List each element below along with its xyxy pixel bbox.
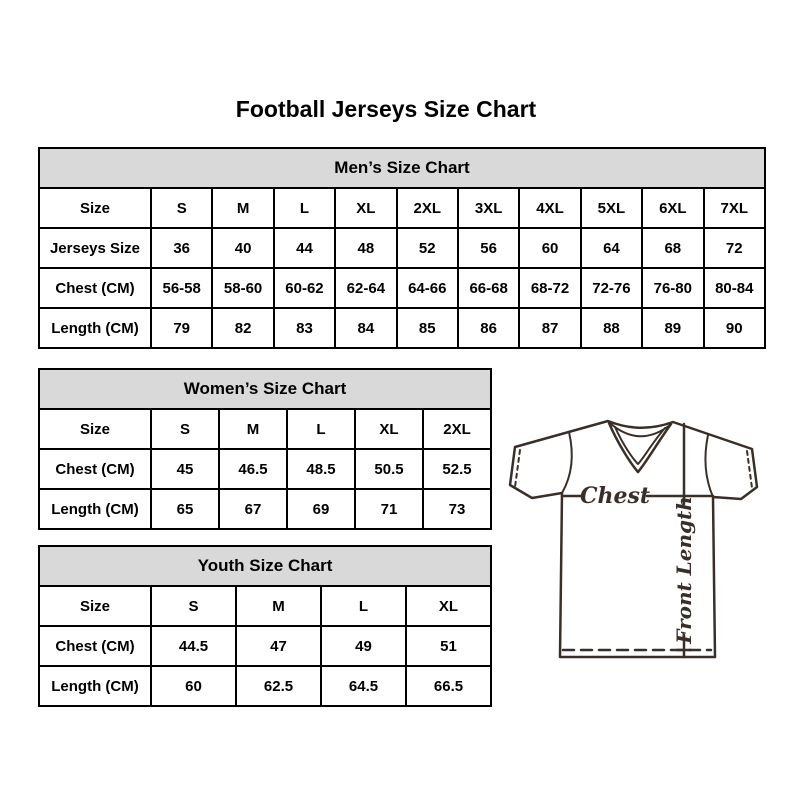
table-cell: 72-76 bbox=[581, 268, 642, 308]
row-label: Size bbox=[39, 586, 151, 626]
mens-size-table bbox=[38, 147, 766, 349]
table-cell: 60 bbox=[151, 666, 236, 706]
table-cell: 62-64 bbox=[335, 268, 396, 308]
chest-label: Chest bbox=[579, 483, 651, 509]
row-label: Size bbox=[39, 188, 151, 228]
table-cell: 47 bbox=[236, 626, 321, 666]
table-cell: M bbox=[212, 188, 273, 228]
row-label: Chest (CM) bbox=[39, 449, 151, 489]
table-cell: 62.5 bbox=[236, 666, 321, 706]
table-cell: S bbox=[151, 409, 219, 449]
table-row bbox=[39, 666, 491, 706]
right-sleeve-seam bbox=[705, 435, 713, 497]
table-cell: 51 bbox=[406, 626, 491, 666]
table-cell: 66-68 bbox=[458, 268, 519, 308]
table-header-row bbox=[39, 369, 491, 409]
table-cell: 60 bbox=[519, 228, 580, 268]
table-cell: 50.5 bbox=[355, 449, 423, 489]
table-cell: 66.5 bbox=[406, 666, 491, 706]
table-cell: 49 bbox=[321, 626, 406, 666]
table-header-row bbox=[39, 148, 765, 188]
table-cell: 88 bbox=[581, 308, 642, 348]
table-cell: 2XL bbox=[397, 188, 458, 228]
table-cell: L bbox=[321, 586, 406, 626]
table-cell: 84 bbox=[335, 308, 396, 348]
table-cell: 83 bbox=[274, 308, 335, 348]
row-label: Length (CM) bbox=[39, 666, 151, 706]
table-cell: 56-58 bbox=[151, 268, 212, 308]
row-label: Size bbox=[39, 409, 151, 449]
table-cell: S bbox=[151, 188, 212, 228]
table-cell: 7XL bbox=[704, 188, 765, 228]
page-title: Football Jerseys Size Chart bbox=[235, 96, 537, 122]
table-cell: 64 bbox=[581, 228, 642, 268]
table-cell: XL bbox=[355, 409, 423, 449]
table-cell: 73 bbox=[423, 489, 491, 529]
jersey-outline-shape bbox=[510, 421, 757, 657]
table-cell: 52.5 bbox=[423, 449, 491, 489]
table-cell: 52 bbox=[397, 228, 458, 268]
womens-table-header: Women’s Size Chart bbox=[39, 369, 491, 409]
table-cell: 44.5 bbox=[151, 626, 236, 666]
table-row bbox=[39, 449, 491, 489]
table-cell: 68 bbox=[642, 228, 703, 268]
table-row bbox=[39, 228, 765, 268]
table-cell: 72 bbox=[704, 228, 765, 268]
table-cell: 45 bbox=[151, 449, 219, 489]
youth-table-header: Youth Size Chart bbox=[39, 546, 491, 586]
table-cell: L bbox=[274, 188, 335, 228]
table-row bbox=[39, 409, 491, 449]
table-cell: 3XL bbox=[458, 188, 519, 228]
table-cell: L bbox=[287, 409, 355, 449]
table-row bbox=[39, 586, 491, 626]
left-cuff-dashed-line bbox=[515, 450, 520, 487]
table-row bbox=[39, 268, 765, 308]
table-row bbox=[39, 308, 765, 348]
table-cell: 58-60 bbox=[212, 268, 273, 308]
row-label: Length (CM) bbox=[39, 308, 151, 348]
womens-size-table bbox=[38, 368, 492, 530]
table-cell: 46.5 bbox=[219, 449, 287, 489]
table-cell: 90 bbox=[704, 308, 765, 348]
left-sleeve-seam bbox=[562, 432, 572, 493]
table-row bbox=[39, 489, 491, 529]
table-cell: XL bbox=[335, 188, 396, 228]
table-cell: 56 bbox=[458, 228, 519, 268]
table-cell: 60-62 bbox=[274, 268, 335, 308]
table-cell: 40 bbox=[212, 228, 273, 268]
table-cell: 64-66 bbox=[397, 268, 458, 308]
table-cell: 65 bbox=[151, 489, 219, 529]
table-cell: 69 bbox=[287, 489, 355, 529]
table-cell: 68-72 bbox=[519, 268, 580, 308]
table-row bbox=[39, 626, 491, 666]
table-cell: 82 bbox=[212, 308, 273, 348]
row-label: Jerseys Size bbox=[39, 228, 151, 268]
table-cell: 87 bbox=[519, 308, 580, 348]
table-cell: 67 bbox=[219, 489, 287, 529]
right-cuff-dashed-line bbox=[747, 451, 752, 488]
table-cell: 5XL bbox=[581, 188, 642, 228]
mens-table-header: Men’s Size Chart bbox=[39, 148, 765, 188]
table-cell: 86 bbox=[458, 308, 519, 348]
table-cell: 6XL bbox=[642, 188, 703, 228]
table-cell: 80-84 bbox=[704, 268, 765, 308]
table-cell: M bbox=[219, 409, 287, 449]
table-cell: 79 bbox=[151, 308, 212, 348]
table-row bbox=[39, 188, 765, 228]
table-cell: 76-80 bbox=[642, 268, 703, 308]
front-length-label: Front Length bbox=[672, 496, 696, 644]
row-label: Length (CM) bbox=[39, 489, 151, 529]
row-label: Chest (CM) bbox=[39, 626, 151, 666]
table-cell: 2XL bbox=[423, 409, 491, 449]
table-cell: 4XL bbox=[519, 188, 580, 228]
table-cell: 64.5 bbox=[321, 666, 406, 706]
table-cell: S bbox=[151, 586, 236, 626]
table-cell: XL bbox=[406, 586, 491, 626]
youth-size-table bbox=[38, 545, 492, 707]
table-cell: 85 bbox=[397, 308, 458, 348]
table-cell: 48.5 bbox=[287, 449, 355, 489]
table-cell: 36 bbox=[151, 228, 212, 268]
table-header-row bbox=[39, 546, 491, 586]
table-cell: 71 bbox=[355, 489, 423, 529]
table-cell: 44 bbox=[274, 228, 335, 268]
table-cell: M bbox=[236, 586, 321, 626]
jersey-diagram bbox=[505, 407, 777, 669]
table-cell: 48 bbox=[335, 228, 396, 268]
row-label: Chest (CM) bbox=[39, 268, 151, 308]
table-cell: 89 bbox=[642, 308, 703, 348]
